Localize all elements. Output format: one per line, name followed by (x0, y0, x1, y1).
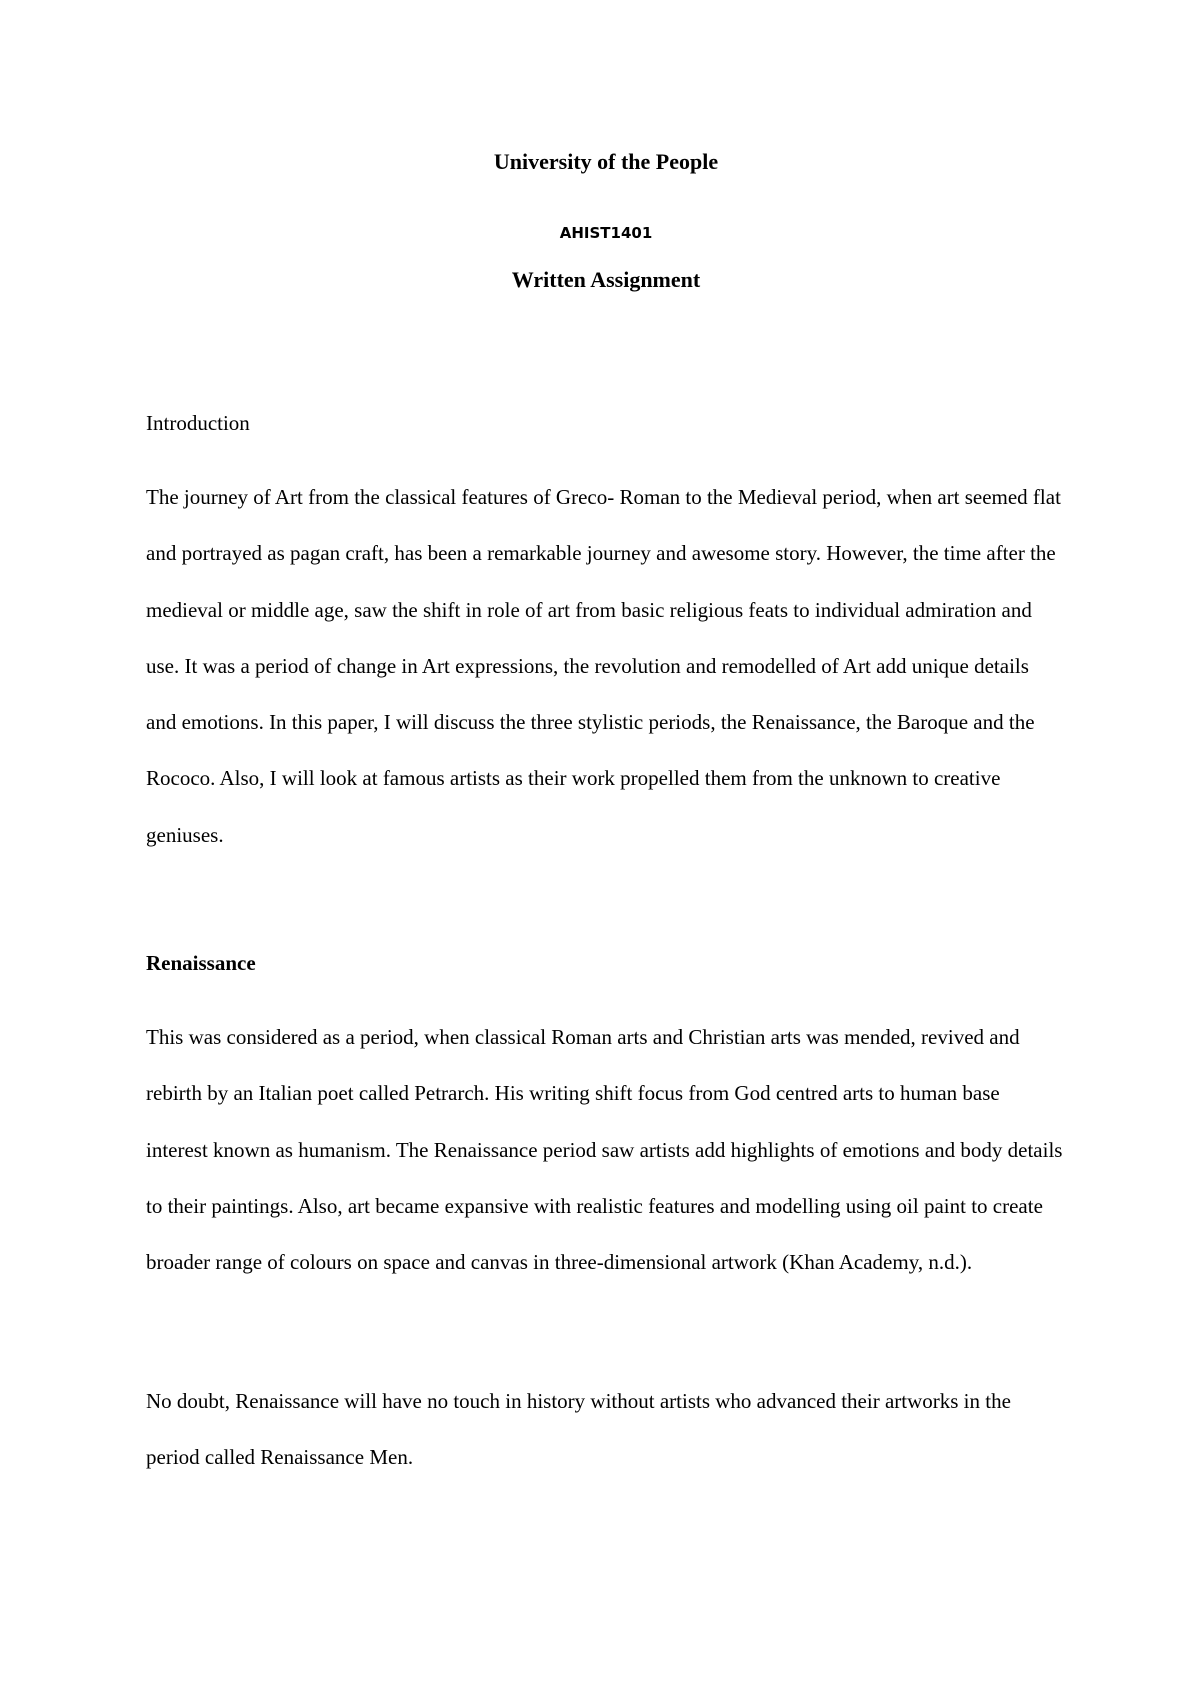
introduction-paragraph: The journey of Art from the classical features of Greco- Roman to the Medieval period, when art seemed flat and portrayed as pagan craft, has been a remarkable journey and awesome story. However, the time after the medieval or middle age, saw the shift in role of art from basic religious feats to individual admiration and use. It was a period of change in Art expressions, the revolution and remodelled of Art add unique details and emotions. In this paper, I will discuss the three stylistic periods, the Renaissance, the Baroque and the Rococo. Also, I will look at famous artists as their work propelled them from the unknown to creative geniuses. (146, 485, 1061, 847)
assignment-title: Written Assignment (511, 267, 701, 292)
renaissance-paragraph-1: This was considered as a period, when classical Roman arts and Christian arts was mended, revived and rebirth by an Italian poet called Petrarch. His writing shift focus from God centred arts to human base interest known as humanism. The Renaissance period saw artists add highlights of emotions and body details to their paintings. Also, art became expansive with realistic features and modelling using oil paint to create broader range of colours on space and canvas in three-dimensional artwork (Khan Academy, n.d.). (146, 1025, 1063, 1275)
section-heading-introduction: Introduction (146, 411, 250, 435)
section-heading-renaissance: Renaissance (146, 951, 256, 975)
renaissance-paragraph-2: No doubt, Renaissance will have no touch in history without artists who advanced their artworks in the period called Renaissance Men. (146, 1389, 1011, 1470)
course-code: AHIST1401 (559, 224, 653, 242)
institution-title: University of the People (493, 149, 719, 174)
